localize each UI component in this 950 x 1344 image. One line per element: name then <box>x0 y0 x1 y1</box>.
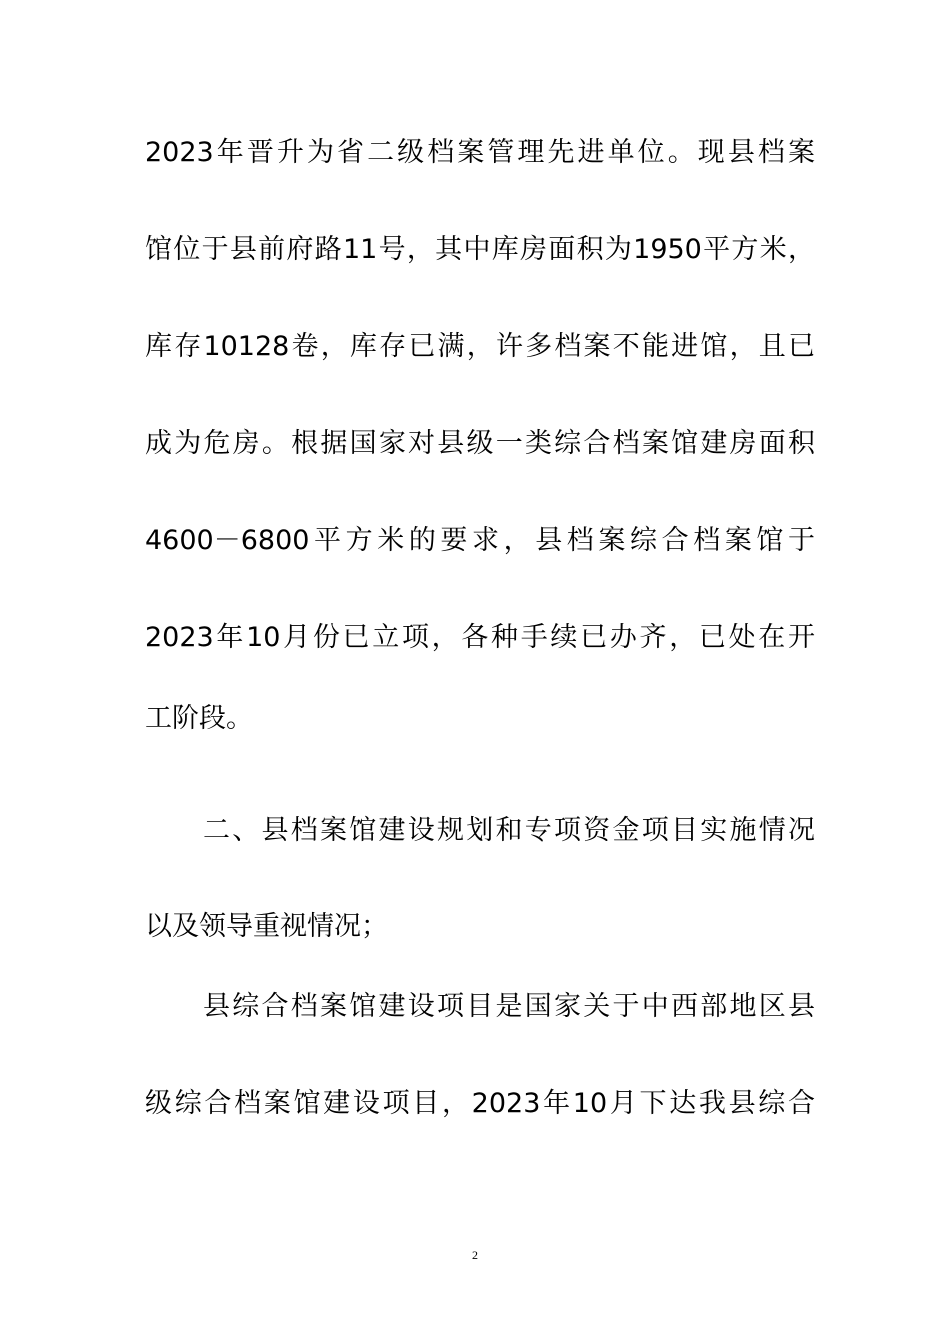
text-line-3: 库存10128卷，库存已满，许多档案不能进馆，且已 <box>145 331 815 362</box>
text-line-7: 工阶段。 <box>145 703 253 734</box>
text-line-6: 2023年10月份已立项，各种手续已办齐，已处在开 <box>145 622 815 653</box>
text-line-5: 4600－6800平方米的要求，县档案综合档案馆于 <box>145 525 815 556</box>
text-line-4: 成为危房。根据国家对县级一类综合档案馆建房面积 <box>145 428 815 459</box>
section-heading-line-2: 以及领导重视情况； <box>145 911 388 942</box>
page-number: 2 <box>472 1248 478 1262</box>
text-line-2: 馆位于县前府路11号，其中库房面积为1950平方米， <box>145 234 815 265</box>
text-line-11: 级综合档案馆建设项目，2023年10月下达我县综合 <box>145 1088 815 1119</box>
text-line-10: 县综合档案馆建设项目是国家关于中西部地区县 <box>203 991 815 1022</box>
text-line-1: 2023年晋升为省二级档案管理先进单位。现县档案 <box>145 137 815 168</box>
section-heading-line-1: 二、县档案馆建设规划和专项资金项目实施情况 <box>203 815 815 846</box>
